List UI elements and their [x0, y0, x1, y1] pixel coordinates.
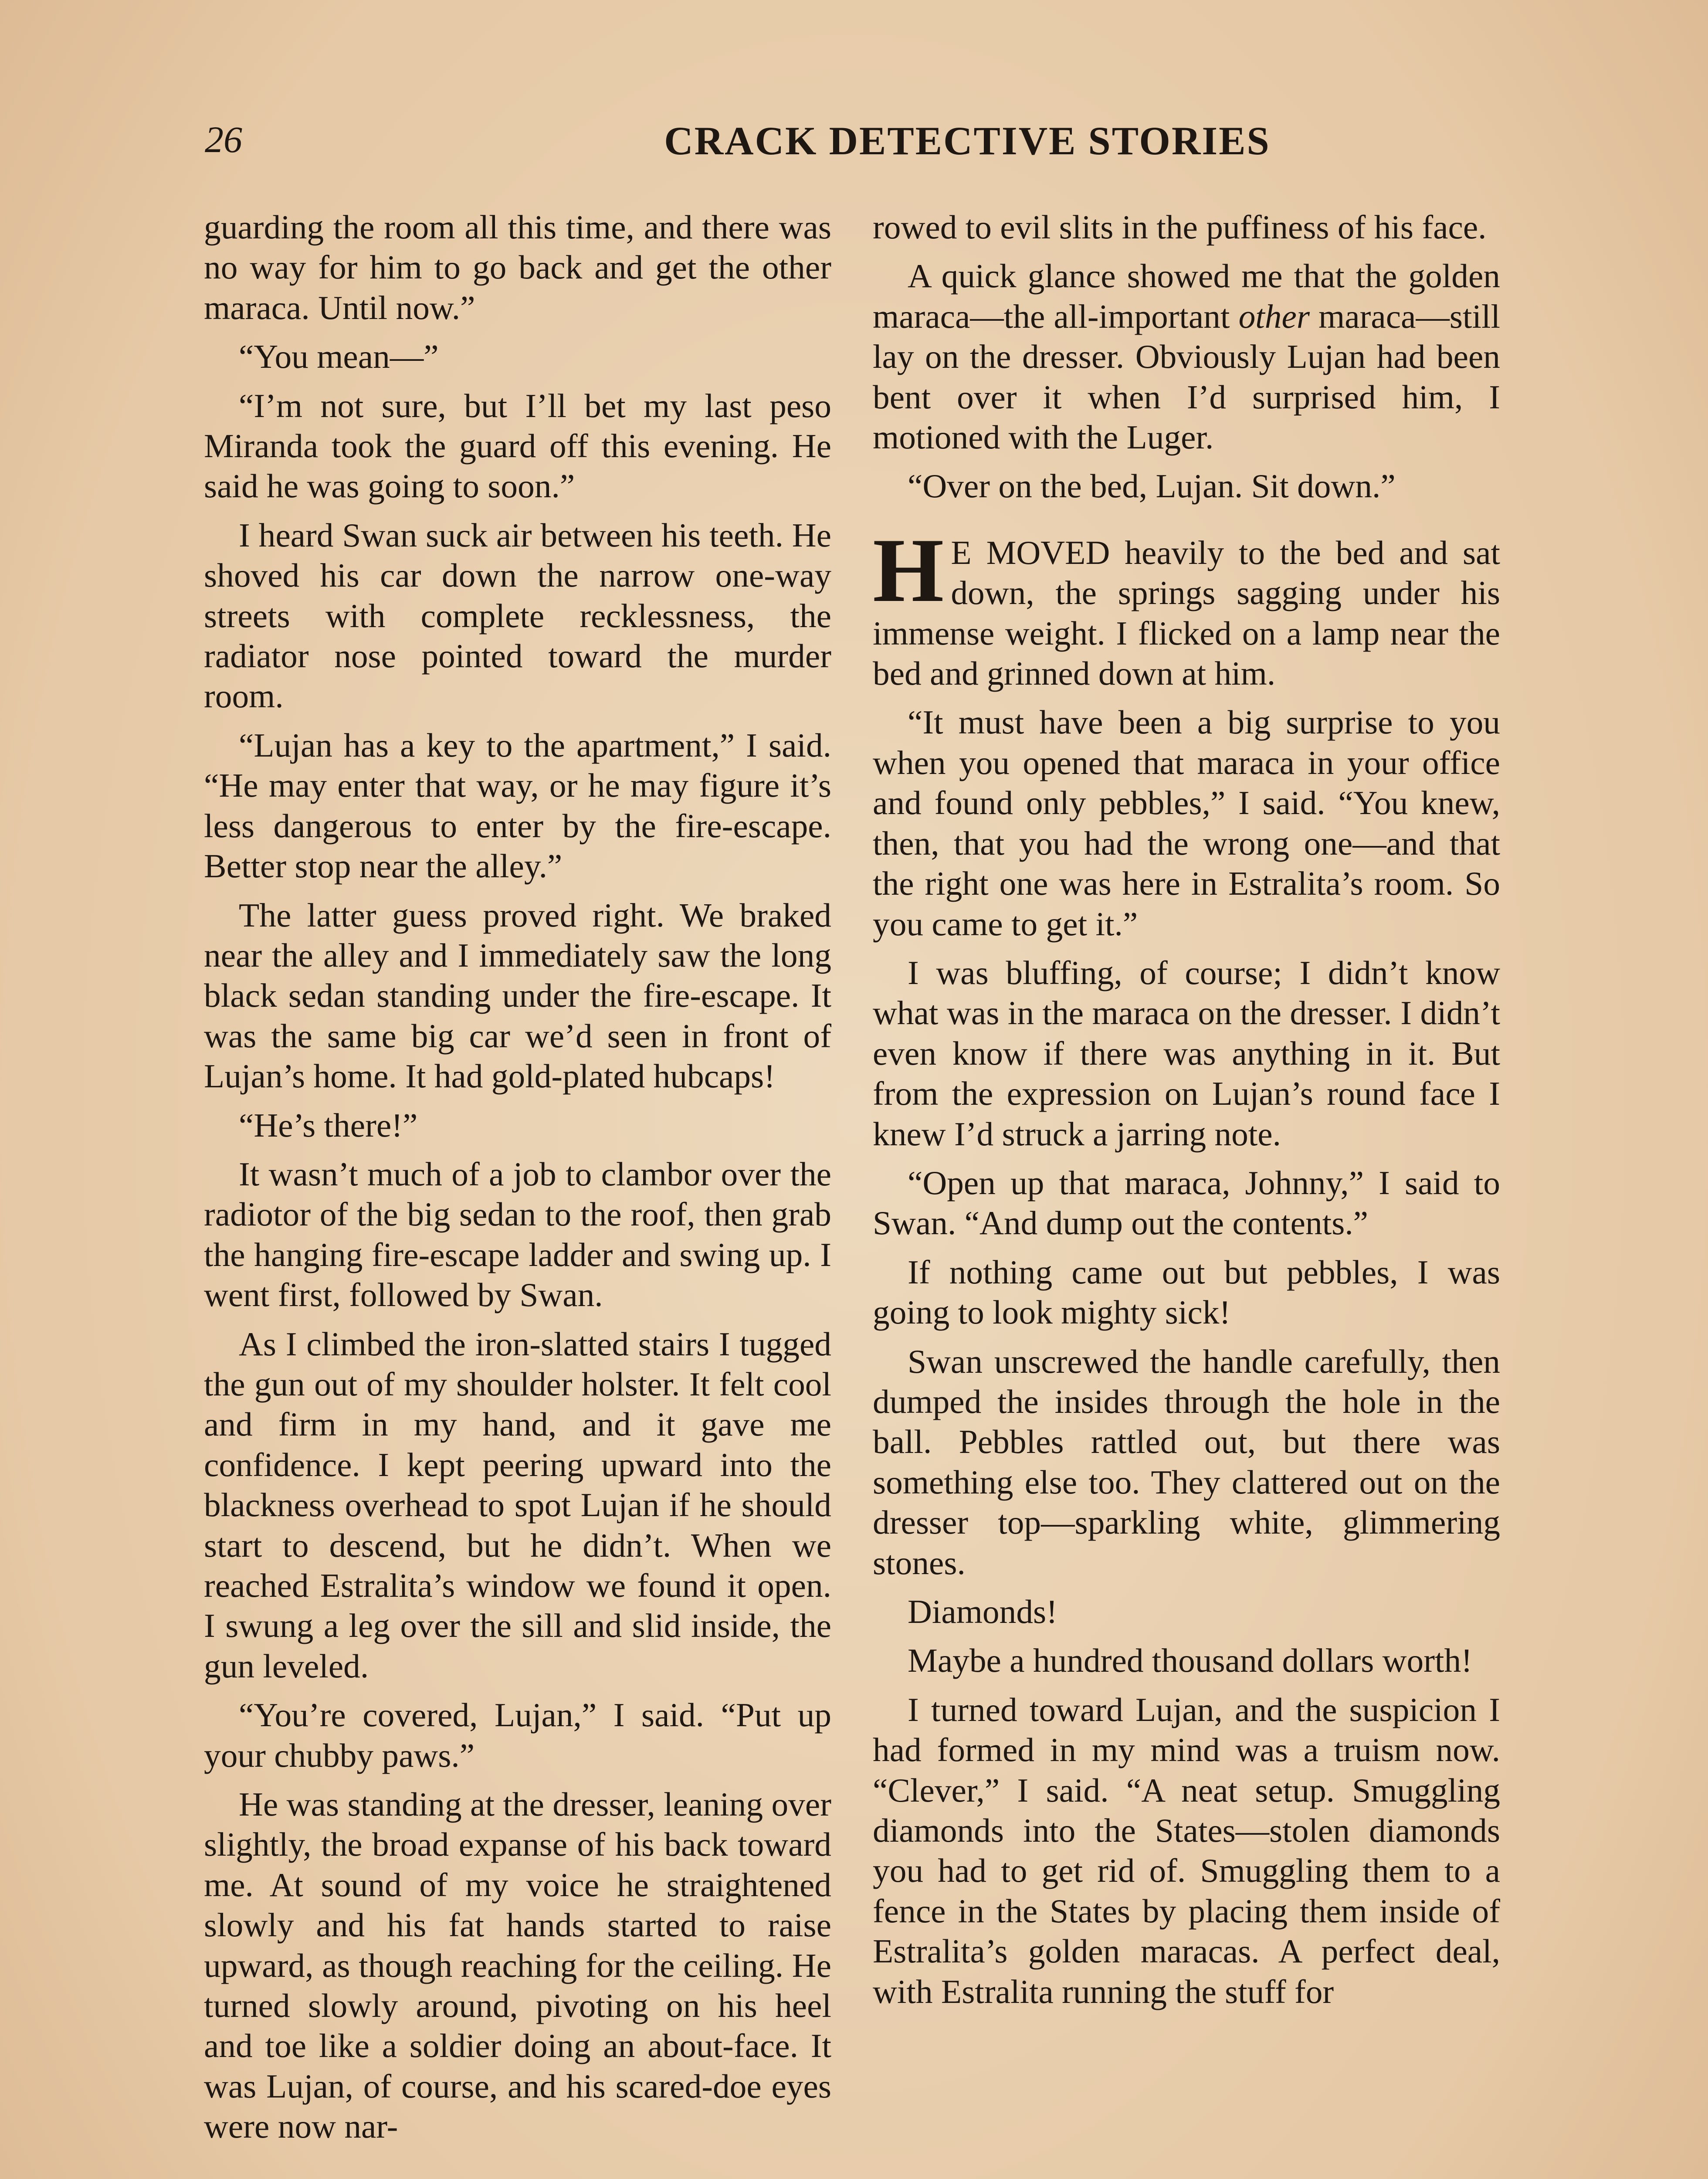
- paragraph: “You mean—”: [239, 338, 439, 376]
- running-title: CRACK DETECTIVE STORIES: [664, 119, 1271, 163]
- page-number: 26: [205, 119, 242, 160]
- right-text-column: [873, 207, 1500, 2179]
- paragraph: “You’re covered, Lujan,” I said. “Put up your chubby paws.”: [204, 1696, 831, 1774]
- paragraph: “He’s there!”: [239, 1106, 418, 1144]
- paragraph: “Over on the bed, Lujan. Sit down.”: [908, 467, 1396, 505]
- emphasized-word: other: [1238, 297, 1310, 335]
- paragraph-text: A quick glance showed me that the golden maraca—the all-important: [873, 257, 1500, 335]
- paragraph: guarding the room all this time, and there was no way for him to go back and get the other maraca. Until now.”: [204, 208, 831, 326]
- page-header: [205, 118, 1512, 174]
- paragraph-text: maraca—still lay on the dresser. Obviously Lujan had been bent over it when I’d surprised him, I motioned with the Luger.: [873, 297, 1500, 456]
- paragraph: I heard Swan suck air between his teeth. He shoved his car down the narrow one-way streets with complete recklessness, the radiator nose pointed toward the murder room.: [204, 516, 831, 715]
- paragraph: I turned toward Lujan, and the suspicion I had formed in my mind was a truism now. “Clever,” I said. “A neat setup. Smuggling diamonds into the States—stolen diamonds you had to get rid of. Smuggling them to a fence in the States by placing them inside of Estralita’s golden maracas. A perfect deal, with Estralita running the stuff for: [873, 1690, 1500, 2010]
- paragraph: “Lujan has a key to the apartment,” I said. “He may enter that way, or he may figure it’s less dangerous to enter by the fire-escape. Better stop near the alley.”: [204, 726, 831, 885]
- paragraph: rowed to evil slits in the puffiness of his face.: [873, 208, 1487, 246]
- paragraph: I was bluffing, of course; I didn’t know what was in the maraca on the dresser. I didn’t even know if there was anything in it. But from the expression on Lujan’s round face I knew I’d struck a jarring note.: [873, 954, 1500, 1153]
- drop-cap: H: [873, 519, 944, 621]
- left-text-column: [204, 207, 831, 2179]
- paragraph: As I climbed the iron-slatted stairs I tugged the gun out of my shoulder holster. It felt cool and firm in my hand, and it gave me confidence. I kept peering upward into the blackness overhead to spot Lujan if he should start to descend, but he didn’t. When we reached Estralita’s window we found it open. I swung a leg over the sill and slid inside, the gun leveled.: [204, 1325, 831, 1685]
- paragraph: It wasn’t much of a job to clambor over the radiotor of the big sedan to the roof, then grab the hanging fire-escape ladder and swing up. I went first, followed by Swan.: [204, 1155, 831, 1314]
- section-start-paragraph: [873, 519, 1500, 694]
- paragraph: Swan unscrewed the handle carefully, then dumped the insides through the hole in the ball. Pebbles rattled out, but there was something else too. They clattered out on the dresser top—sparkling white, glimmering stones.: [873, 1342, 1500, 1582]
- paragraph: If nothing came out but pebbles, I was going to look mighty sick!: [873, 1253, 1500, 1331]
- paragraph: [873, 256, 1500, 457]
- paragraph: “I’m not sure, but I’ll bet my last peso Miranda took the guard off this evening. He said he was going to soon.”: [204, 387, 831, 505]
- paragraph: “Open up that maraca, Johnny,” I said to Swan. “And dump out the contents.”: [873, 1164, 1500, 1242]
- paragraph: “It must have been a big surprise to you when you opened that maraca in your office and found only pebbles,” I said. “You knew, then, that you had the wrong one—and that the right one was here in Estralita’s room. So you came to get it.”: [873, 703, 1500, 943]
- paragraph-text: E MOVED heavily to the bed and sat down, the springs sagging under his immense weight. I flicked on a lamp near the bed and grinned down at him.: [873, 533, 1500, 692]
- paragraph: The latter guess proved right. We braked near the alley and I immediately saw the long black sedan standing under the fire-escape. It was the same big car we’d seen in front of Lujan’s home. It had gold-plated hubcaps!: [204, 896, 831, 1095]
- paragraph: Maybe a hundred thousand dollars worth!: [908, 1642, 1472, 1680]
- paragraph: Diamonds!: [908, 1593, 1057, 1630]
- paragraph: He was standing at the dresser, leaning over slightly, the broad expanse of his back toward me. At sound of my voice he straightened slowly and his fat hands started to raise upward, as though reaching for the ceiling. He turned slowly around, pivoting on his heel and toe like a soldier doing an about-face. It was Lujan, of course, and his scared-doe eyes were now nar-: [204, 1785, 831, 2145]
